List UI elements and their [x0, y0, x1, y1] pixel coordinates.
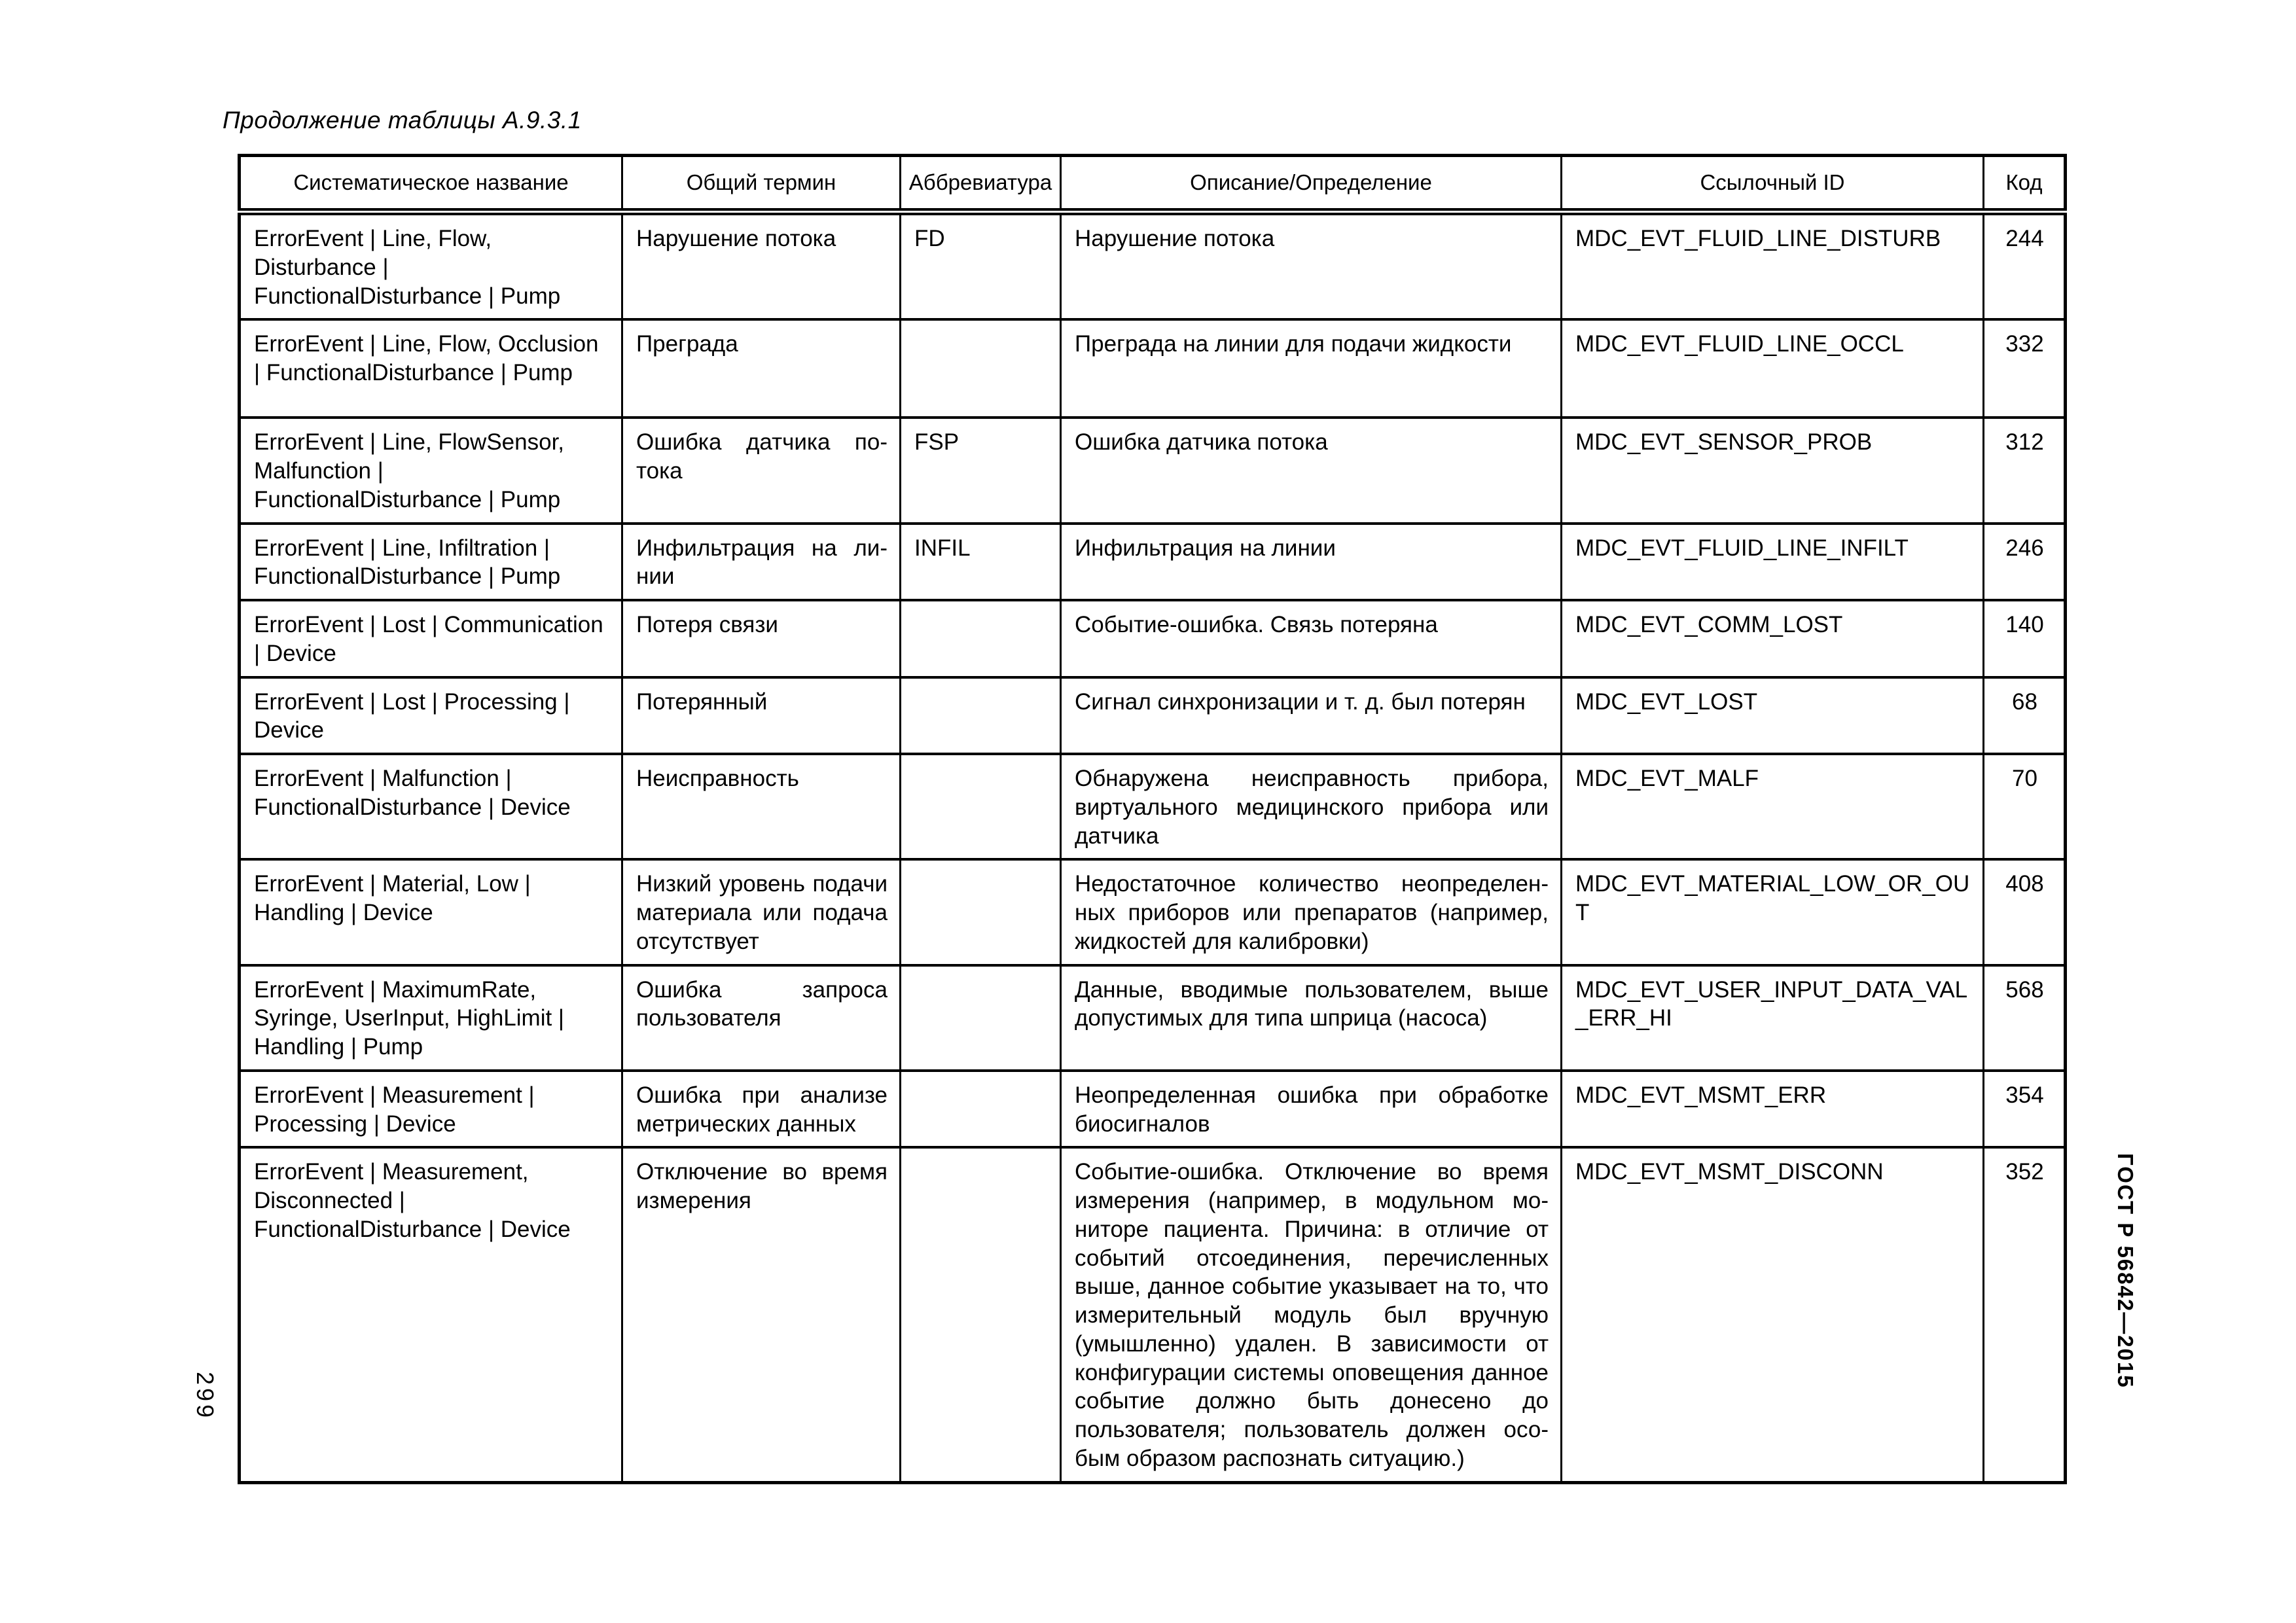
cell-reference-id: MDC_EVT_LOST	[1562, 677, 1984, 755]
cell-abbreviation	[901, 754, 1061, 859]
cell-description: Сигнал синхронизации и т. д. был потерян	[1061, 677, 1562, 755]
column-header-code: Код	[1984, 156, 2066, 212]
cell-general-term: Потеря связи	[622, 600, 901, 677]
table-row	[240, 212, 2066, 320]
cell-general-term: Ошибка датчика потока	[622, 418, 901, 523]
cell-description: Обнаружена неисправность прибора, виртуального медицинского прибора или датчика	[1061, 754, 1562, 859]
cell-code: 408	[1984, 859, 2066, 965]
column-header-reference-id: Ссылочный ID	[1562, 156, 1984, 212]
cell-abbreviation	[901, 319, 1061, 418]
cell-reference-id: MDC_EVT_MSMT_ERR	[1562, 1071, 1984, 1148]
cell-abbreviation	[901, 1147, 1061, 1482]
cell-code: 68	[1984, 677, 2066, 755]
cell-systematic-name: ErrorEvent | Measurement | Processing | Device	[240, 1071, 622, 1148]
table-row	[240, 1147, 2066, 1482]
cell-abbreviation	[901, 600, 1061, 677]
cell-general-term: Ошибка при анализе метрических данных	[622, 1071, 901, 1148]
cell-systematic-name: ErrorEvent | Line, Flow, Disturbance | FunctionalDisturbance | Pump	[240, 212, 622, 320]
table-row	[240, 600, 2066, 677]
cell-reference-id: MDC_EVT_COMM_LOST	[1562, 600, 1984, 677]
cell-reference-id: MDC_EVT_USER_INPUT_DATA_VAL_ERR_HI	[1562, 965, 1984, 1071]
table-row	[240, 677, 2066, 755]
cell-systematic-name: ErrorEvent | MaximumRate, Syringe, UserInput, HighLimit | Handling | Pump	[240, 965, 622, 1071]
table-body	[240, 212, 2066, 1483]
cell-systematic-name: ErrorEvent | Line, Flow, Occlusion | FunctionalDisturbance | Pump	[240, 319, 622, 418]
cell-systematic-name: ErrorEvent | Line, Infiltration | FunctionalDisturbance | Pump	[240, 524, 622, 601]
column-header-description: Описание/Определение	[1061, 156, 1562, 212]
cell-abbreviation: FD	[901, 212, 1061, 320]
cell-code: 70	[1984, 754, 2066, 859]
table-row	[240, 319, 2066, 418]
cell-description: Событие-ошибка. Отключение во время измерения (например, в модульном мониторе пациента. Причина: в отличие от событий отсоединения, перечисленных выше, данное событие указывает на то, что измерительный модуль был вручную (умышленно) удален. В зависимости от конфигурации системы оповещения данное событие должно быть донесено до пользователя; пользователь должен особым образом распознать ситуацию.)	[1061, 1147, 1562, 1482]
cell-description: Данные, вводимые пользователем, выше допустимых для типа шприца (насоса)	[1061, 965, 1562, 1071]
cell-code: 354	[1984, 1071, 2066, 1148]
header-row	[240, 156, 2066, 212]
cell-reference-id: MDC_EVT_FLUID_LINE_OCCL	[1562, 319, 1984, 418]
error-event-table	[238, 154, 2067, 1484]
cell-systematic-name: ErrorEvent | Malfunction | FunctionalDisturbance | Device	[240, 754, 622, 859]
cell-general-term: Неисправность	[622, 754, 901, 859]
cell-description: Нарушение потока	[1061, 212, 1562, 320]
page-number: 299	[192, 1372, 219, 1421]
cell-code: 140	[1984, 600, 2066, 677]
cell-systematic-name: ErrorEvent | Lost | Communication | Device	[240, 600, 622, 677]
cell-reference-id: MDC_EVT_FLUID_LINE_INFILT	[1562, 524, 1984, 601]
cell-abbreviation	[901, 859, 1061, 965]
table-row	[240, 1071, 2066, 1148]
cell-reference-id: MDC_EVT_MATERIAL_LOW_OR_OUT	[1562, 859, 1984, 965]
cell-reference-id: MDC_EVT_SENSOR_PROB	[1562, 418, 1984, 523]
cell-abbreviation	[901, 965, 1061, 1071]
cell-abbreviation	[901, 677, 1061, 755]
cell-code: 312	[1984, 418, 2066, 523]
cell-general-term: Потерянный	[622, 677, 901, 755]
cell-description: Неопределенная ошибка при обработке биосигналов	[1061, 1071, 1562, 1148]
cell-general-term: Нарушение потока	[622, 212, 901, 320]
table-row	[240, 754, 2066, 859]
cell-abbreviation: INFIL	[901, 524, 1061, 601]
cell-abbreviation	[901, 1071, 1061, 1148]
cell-code: 246	[1984, 524, 2066, 601]
cell-systematic-name: ErrorEvent | Lost | Processing | Device	[240, 677, 622, 755]
table-row	[240, 524, 2066, 601]
cell-abbreviation: FSP	[901, 418, 1061, 523]
cell-description: Недостаточное количество неопределенных приборов или препаратов (например, жидкостей для калибровки)	[1061, 859, 1562, 965]
table-row	[240, 859, 2066, 965]
table-caption: Продолжение таблицы А.9.3.1	[223, 107, 582, 134]
cell-description: Инфильтрация на линии	[1061, 524, 1562, 601]
cell-reference-id: MDC_EVT_FLUID_LINE_DISTURB	[1562, 212, 1984, 320]
column-header-general-term: Общий термин	[622, 156, 901, 212]
cell-description: Преграда на линии для подачи жидкости	[1061, 319, 1562, 418]
cell-general-term: Низкий уровень подачи материала или подача отсутствует	[622, 859, 901, 965]
cell-systematic-name: ErrorEvent | Line, FlowSensor, Malfunction | FunctionalDisturbance | Pump	[240, 418, 622, 523]
cell-systematic-name: ErrorEvent | Material, Low | Handling | Device	[240, 859, 622, 965]
column-header-systematic-name: Систематическое название	[240, 156, 622, 212]
cell-general-term: Ошибка запроса пользователя	[622, 965, 901, 1071]
cell-code: 352	[1984, 1147, 2066, 1482]
standard-reference-vertical-label: ГОСТ Р 56842—2015	[2113, 1153, 2138, 1389]
table-row	[240, 965, 2066, 1071]
cell-general-term: Отключение во время измерения	[622, 1147, 901, 1482]
cell-general-term: Преграда	[622, 319, 901, 418]
table-row	[240, 418, 2066, 523]
cell-code: 568	[1984, 965, 2066, 1071]
cell-reference-id: MDC_EVT_MSMT_DISCONN	[1562, 1147, 1984, 1482]
cell-code: 244	[1984, 212, 2066, 320]
cell-reference-id: MDC_EVT_MALF	[1562, 754, 1984, 859]
column-header-abbreviation: Аббревиатура	[901, 156, 1061, 212]
cell-systematic-name: ErrorEvent | Measurement, Disconnected | FunctionalDisturbance | Device	[240, 1147, 622, 1482]
cell-code: 332	[1984, 319, 2066, 418]
cell-description: Событие-ошибка. Связь потеряна	[1061, 600, 1562, 677]
cell-description: Ошибка датчика потока	[1061, 418, 1562, 523]
cell-general-term: Инфильтрация на линии	[622, 524, 901, 601]
